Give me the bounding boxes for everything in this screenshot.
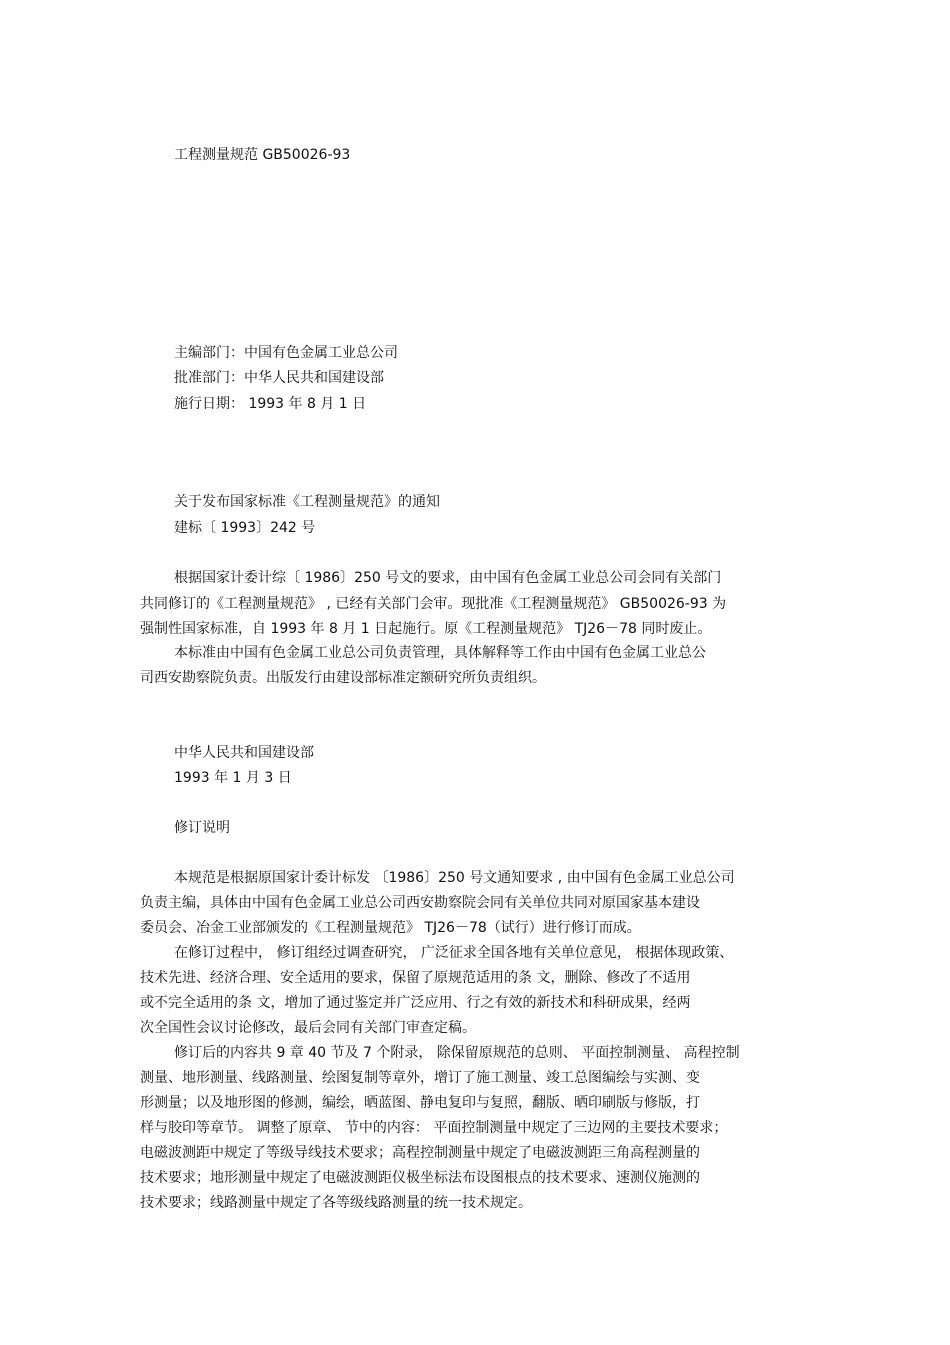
notice-issuer: 中华人民共和国建设部 xyxy=(174,745,314,761)
document-title: 工程测量规范 GB50026-93 xyxy=(174,147,351,163)
notice-p1-line: 根据国家计委计综〔 1986〕250 号文的要求，由中国有色金属工业总公司会同有关部门 xyxy=(174,570,722,586)
notice-p1-line: 强制性国家标准，自 1993 年 8 月 1 日起施行。原《工程测量规范》 TJ26－78 同时废止。 xyxy=(140,621,712,637)
revision-p2-line: 技术先进、经济合理、安全适用的要求，保留了原规范适用的条 文，删除、修改了不适用 xyxy=(140,970,691,986)
revision-p3-line: 测量、地形测量、线路测量、绘图复制等章外，增订了施工测量、竣工总图编绘与实测、变 xyxy=(140,1070,700,1086)
revision-p2-line: 次全国性会议讨论修改，最后会同有关部门审查定稿。 xyxy=(140,1020,476,1036)
notice-doc-number: 建标〔 1993〕242 号 xyxy=(174,520,316,536)
notice-p1-line: 共同修订的《工程测量规范》 , 已经有关部门会审。现批准《工程测量规范》 GB50026-93 为 xyxy=(140,596,727,612)
effective-date: 施行日期： 1993 年 8 月 1 日 xyxy=(174,396,367,412)
revision-title: 修订说明 xyxy=(174,820,230,836)
revision-p1-line: 负责主编，具体由中国有色金属工业总公司西安勘察院会同有关单位共同对原国家基本建设 xyxy=(140,895,700,911)
editor-department: 主编部门：中国有色金属工业总公司 xyxy=(174,345,398,361)
revision-p3-line: 修订后的内容共 9 章 40 节及 7 个附录， 除保留原规范的总则、 平面控制测量、 高程控制 xyxy=(174,1045,740,1061)
revision-p1-line: 本规范是根据原国家计委计标发 〔1986〕250 号文通知要求 , 由中国有色金属工业总公司 xyxy=(174,870,735,886)
revision-p2-line: 在修订过程中， 修订组经过调查研究， 广泛征求全国各地有关单位意见， 根据体现政策、 xyxy=(174,945,734,961)
revision-p3-line: 形测量；以及地形图的修测，编绘，晒蓝图、静电复印与复照，翻版、晒印刷版与修版，打 xyxy=(140,1095,700,1111)
approval-department: 批准部门：中华人民共和国建设部 xyxy=(174,370,384,386)
notice-p2-line: 本标准由中国有色金属工业总公司负责管理，具体解释等工作由中国有色金属工业总公 xyxy=(174,645,706,661)
revision-p3-line: 技术要求；地形测量中规定了电磁波测距仪极坐标法布设图根点的技术要求、速测仪施测的 xyxy=(140,1170,700,1186)
notice-title: 关于发布国家标准《工程测量规范》的通知 xyxy=(174,494,440,510)
revision-p2-line: 或不完全适用的条 文，增加了通过鉴定并广泛应用、行之有效的新技术和科研成果，经两 xyxy=(140,995,691,1011)
notice-p2-line: 司西安勘察院负责。出版发行由建设部标准定额研究所负责组织。 xyxy=(140,670,546,686)
revision-p3-line: 电磁波测距中规定了等级导线技术要求；高程控制测量中规定了电磁波测距三角高程测量的 xyxy=(140,1145,700,1161)
revision-p3-line: 样与胶印等章节。 调整了原章、 节中的内容： 平面控制测量中规定了三边网的主要技术要求； xyxy=(140,1120,728,1136)
notice-issue-date: 1993 年 1 月 3 日 xyxy=(174,770,292,786)
revision-p1-line: 委员会、冶金工业部颁发的《工程测量规范》 TJ26－78（试行）进行修订而成。 xyxy=(140,920,641,936)
revision-p3-line: 技术要求；线路测量中规定了各等级线路测量的统一技术规定。 xyxy=(140,1195,532,1211)
